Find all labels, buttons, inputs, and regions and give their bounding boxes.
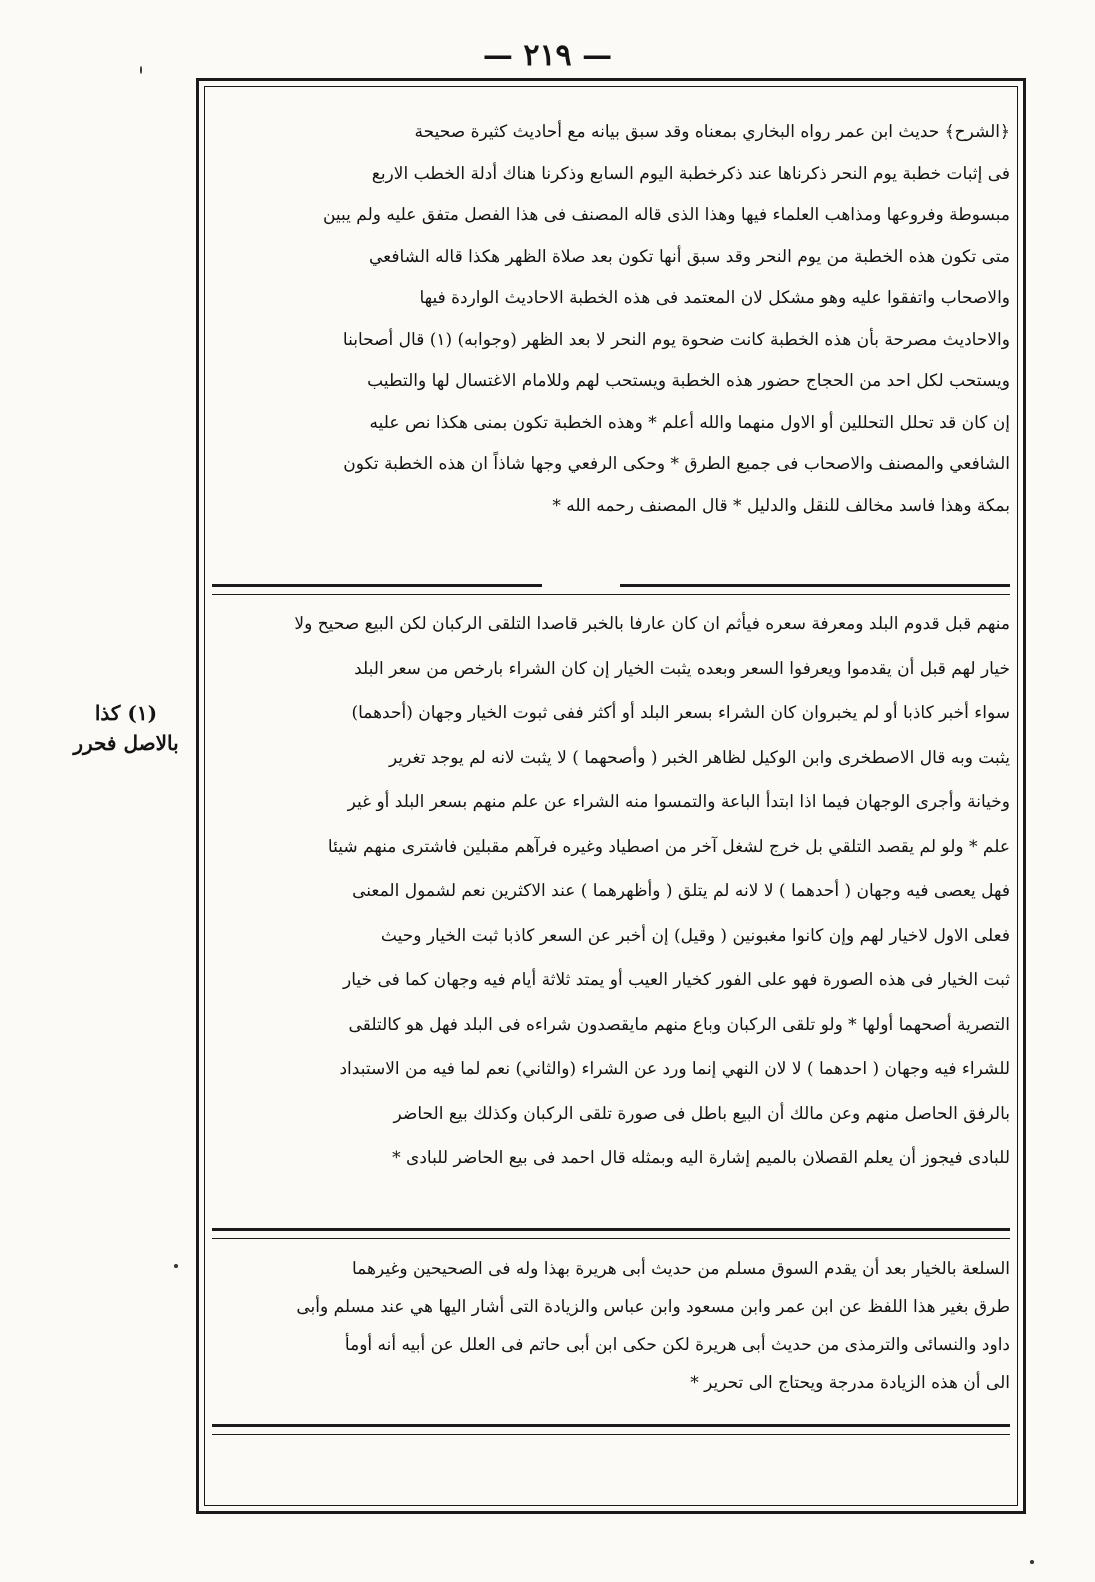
footnote-divider-thick [212, 1228, 1010, 1231]
main-text-line: فهل يعصى فيه وجهان ( أحدهما ) لا لانه لم يتلق ( وأظهرهما ) عند الاكثرين نعم لشمول المعنى [352, 881, 1010, 901]
main-text-line: وخيانة وأجرى الوجهان فيما اذا ابتدأ الباعة والتمسوا منه الشراء عن علم منهم بسعر البلد أو غير [347, 792, 1010, 812]
commentary-line: إن كان قد تحلل التحللين أو الاول منهما والله أعلم * وهذه الخطبة تكون بمنى هكذا نص عليه [369, 412, 1010, 433]
commentary-line: والاحاديث مصرحة بأن هذه الخطبة كانت ضحوة يوم النحر لا بعد الظهر (وجوابه) (١) قال أصحابنا [342, 329, 1010, 350]
bottom-divider-thick [212, 1424, 1010, 1427]
main-text-line: يثبت وبه قال الاصطخرى وابن الوكيل لظاهر الخبر ( وأصحهما ) لا يثبت لانه لم يوجد تغرير [389, 747, 1010, 768]
section-divider-left [212, 584, 542, 587]
margin-footnote [62, 698, 190, 758]
print-speck [140, 66, 142, 74]
commentary-line: الشافعي والمصنف والاصحاب فى جميع الطرق * وحكى الرفعي وجها شاذاً ان هذه الخطبة تكون [343, 454, 1010, 474]
footnote-line: داود والنسائى والترمذى من حديث أبى هريرة لكن حكى ابن أبى حاتم فى العلل عن أبيه أنه أومأ [344, 1335, 1010, 1355]
main-text-line: سواء أخبر كاذبا أو لم يخبروان كان الشراء بسعر البلد أو أكثر ففى ثبوت الخيار وجهان (أحدهما) [351, 703, 1010, 723]
footnote-line: السلعة بالخيار بعد أن يقدم السوق مسلم من حديث أبى هريرة بهذا وله فى الصحيحين وغيرهما [351, 1259, 1010, 1279]
main-text-line: للبادى فيجوز أن يعلم القصلان بالميم إشارة اليه وبمثله قال احمد فى بيع الحاضر للبادى * [392, 1148, 1010, 1168]
footnote-divider-thin [212, 1238, 1010, 1239]
main-text-line: للشراء فيه وجهان ( احدهما ) لا لان النهي إنما ورد عن الشراء (والثاني) نعم لما فيه من الاستبداد [339, 1059, 1010, 1079]
section-divider-thin [212, 594, 1010, 595]
commentary-line: متى تكون هذه الخطبة من يوم النحر وقد سبق أنها تكون بعد صلاة الظهر هكذا قاله الشافعي [368, 246, 1010, 267]
print-speck [174, 1264, 178, 1268]
footnote-section [212, 1250, 1010, 1410]
main-text-line: علم * ولو لم يقصد التلقي بل خرج لشغل آخر من اصطياد وغيره فرآهم مقبلين فاشترى منهم شيئا [327, 836, 1010, 857]
main-text-line: منهم قبل قدوم البلد ومعرفة سعره فيأثم ان كان عارفا بالخبر قاصدا التلقى الركبان لكن البيع صحيح ولا [294, 614, 1010, 634]
footnote-line: الى أن هذه الزيادة مدرجة ويحتاج الى تحرير * [690, 1373, 1010, 1393]
commentary-line: فى إثبات خطبة يوم النحر ذكرناها عند ذكرخطبة اليوم السابع وذكرنا هناك أدلة الخطب الاربع [371, 163, 1010, 184]
main-text-line: التصرية أصحهما أولها * ولو تلقى الركبان وباع منهم مايقصدون شراءه فى البلد فهل هو كالتلقى [348, 1014, 1010, 1035]
commentary-line: والاصحاب واتفقوا عليه وهو مشكل لان المعتمد فى هذه الخطبة الاحاديث الواردة فيها [419, 288, 1010, 308]
main-text-line: فعلى الاول لاخيار لهم وإن كانوا مغبونين ( وقيل) إن أخبر عن السعر كاذبا ثبت الخيار وحيث [380, 925, 1010, 946]
page-number: — ٢١٩ — [482, 38, 613, 73]
main-text-line: ثبت الخيار فى هذه الصورة فهو على الفور كخيار العيب أو يمتد ثلاثة أيام فيه وجهان كما فى خيار [343, 970, 1010, 990]
footnote-line: طرق بغير هذا اللفظ عن ابن عمر وابن مسعود وابن عباس والزيادة التى أشار اليها هي عند مسلم وأبى [296, 1297, 1010, 1317]
print-speck [1030, 1560, 1034, 1564]
bottom-divider-thin [212, 1434, 1010, 1435]
main-text-section [212, 602, 1010, 1222]
margin-footnote-line: (١) كذا [94, 701, 158, 725]
main-text-line: بالرفق الحاصل منهم وعن مالك أن البيع باطل فى صورة تلقى الركبان وكذلك بيع الحاضر [393, 1103, 1010, 1124]
commentary-line: ﴿الشرح﴾ حديث ابن عمر رواه البخاري بمعناه وقد سبق بيانه مع أحاديث كثيرة صحيحة [414, 122, 1010, 142]
commentary-section [212, 112, 1010, 582]
commentary-line: بمكة وهذا فاسد مخالف للنقل والدليل * قال المصنف رحمه الله * [552, 495, 1010, 516]
section-divider-right [620, 584, 1010, 587]
margin-footnote-line: بالاصل فحرر [73, 731, 179, 755]
commentary-line: مبسوطة وفروعها ومذاهب العلماء فيها وهذا الذى قاله المصنف فى هذا الفصل متفق عليه ولم يبين [322, 205, 1010, 225]
commentary-line: ويستحب لكل احد من الحجاج حضور هذه الخطبة ويستحب لهم وللامام الاغتسال لها والتطيب [367, 371, 1010, 391]
main-text-line: خيار لهم قبل أن يقدموا ويعرفوا السعر وبعده يثبت الخيار إن كان الشراء بارخص من سعر البلد [354, 658, 1010, 679]
